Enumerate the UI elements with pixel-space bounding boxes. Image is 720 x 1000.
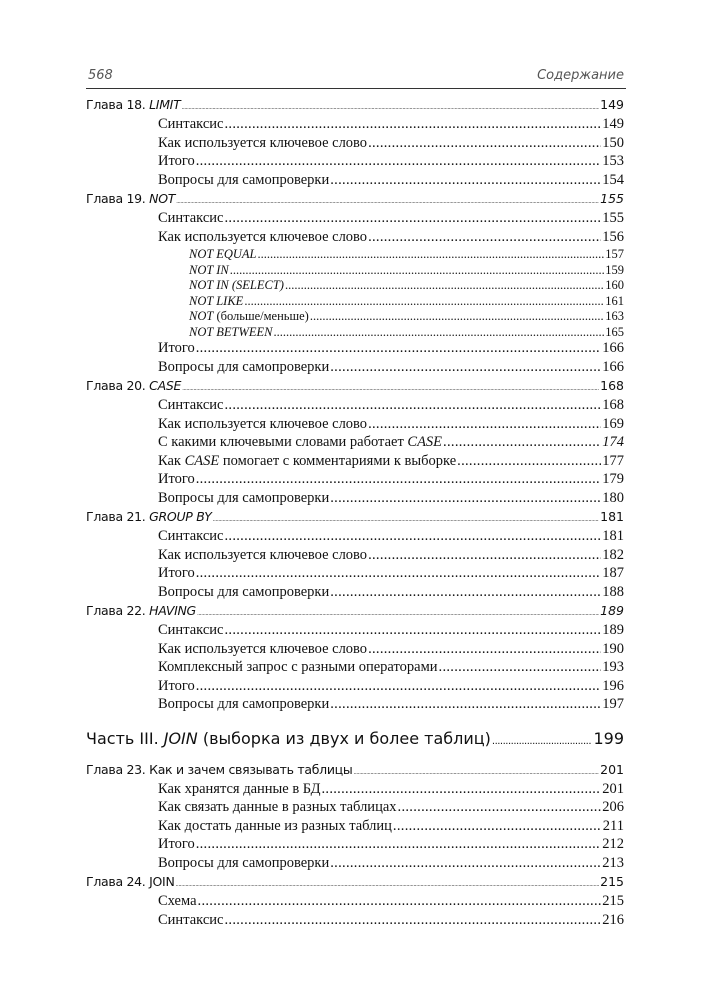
toc-subentry	[86, 263, 624, 279]
page-ref: 196	[602, 677, 624, 694]
header-rule	[86, 88, 626, 89]
dot-leader	[224, 528, 601, 545]
dot-leader	[196, 678, 602, 695]
dot-leader	[196, 340, 602, 357]
toc-entry	[86, 584, 624, 603]
page-ref: 213	[602, 854, 624, 871]
page-ref: 155	[602, 210, 624, 226]
chapter-keyword: NOT	[149, 191, 176, 206]
page-ref: 165	[605, 324, 624, 339]
page-ref: 166	[602, 340, 624, 356]
toc-entry	[86, 397, 624, 416]
page-ref: 163	[605, 309, 624, 323]
dot-leader	[393, 818, 602, 835]
dot-leader	[285, 278, 604, 293]
page-ref: 150	[602, 134, 624, 151]
page-ref: 153	[602, 153, 624, 169]
toc-subentry	[86, 294, 624, 310]
entry-label: Итого	[158, 836, 195, 852]
toc-entry	[86, 836, 624, 855]
entry-label-post: помогает с комментариями к выборке	[219, 452, 457, 469]
entry-label: Итого	[158, 677, 195, 694]
dot-leader	[330, 855, 601, 872]
dot-leader	[224, 210, 601, 227]
dot-leader	[398, 799, 602, 816]
toc-chapter-18	[86, 97, 624, 116]
toc-entry	[86, 565, 624, 584]
dot-leader	[330, 490, 601, 507]
toc-entry	[86, 490, 624, 509]
page-ref: 159	[605, 262, 624, 277]
page-ref: 156	[602, 228, 624, 245]
dot-leader	[224, 397, 601, 414]
chapter-prefix: Глава 19.	[86, 191, 150, 206]
toc-entry	[86, 641, 624, 660]
toc-entry	[86, 434, 624, 453]
entry-label: Вопросы для самопроверки	[158, 854, 330, 871]
dot-leader	[224, 912, 601, 929]
page-ref: 168	[600, 378, 624, 393]
page-ref: 180	[602, 489, 624, 506]
entry-label: Синтаксис	[158, 210, 224, 226]
toc-entry	[86, 696, 624, 715]
dot-leader	[368, 135, 601, 152]
dot-leader	[457, 453, 601, 470]
entry-label: Синтаксис	[158, 911, 224, 928]
dot-leader	[198, 893, 602, 910]
dot-leader	[330, 172, 601, 189]
toc-chapter-21	[86, 509, 624, 528]
dot-leader	[196, 565, 602, 582]
entry-label: Вопросы для самопроверки	[158, 583, 330, 600]
page-ref: 215	[600, 874, 624, 889]
page-ref: 206	[602, 799, 624, 815]
toc-subentry	[86, 309, 624, 325]
toc-chapter-22	[86, 603, 624, 622]
page-ref: 179	[602, 471, 624, 487]
entry-label: Синтаксис	[158, 528, 224, 544]
page-ref: 187	[602, 565, 624, 581]
toc-chapter-23	[86, 762, 624, 781]
entry-label: Как используется ключевое слово	[158, 640, 368, 657]
entry-label: Как достать данные из разных таблиц	[158, 817, 392, 834]
entry-label-pre: Как	[158, 452, 185, 469]
part-keyword: JOIN	[163, 728, 198, 748]
toc-entry	[86, 359, 624, 378]
entry-label: Синтаксис	[158, 397, 224, 413]
toc-entry	[86, 116, 624, 135]
entry-label: Синтаксис	[158, 116, 224, 132]
entry-label: С какими ключевыми словами работает	[158, 434, 408, 450]
page-ref: 160	[605, 278, 624, 292]
entry-label: Итого	[158, 565, 195, 581]
subentry-text: (больше/меньше)	[213, 309, 309, 323]
chapter-keyword: HAVING	[149, 603, 196, 618]
toc-part-3	[86, 729, 624, 759]
chapter-prefix: Глава 21.	[86, 509, 150, 524]
toc-entry	[86, 340, 624, 359]
toc-entry	[86, 855, 624, 874]
chapter-prefix: Глава 22.	[86, 603, 150, 618]
subentry-keyword: NOT IN	[189, 262, 229, 277]
page-ref: 166	[602, 358, 624, 375]
dot-leader	[368, 547, 601, 564]
page-number: 568	[88, 68, 113, 83]
page-ref: 177	[602, 452, 624, 469]
page-ref: 197	[602, 696, 624, 712]
dot-leader	[196, 836, 602, 853]
dot-leader	[197, 610, 599, 617]
toc-entry	[86, 678, 624, 697]
toc-entry	[86, 153, 624, 172]
dot-leader	[196, 153, 602, 170]
part-title: (выборка из двух и более таблиц)	[197, 728, 491, 748]
page-ref: 181	[602, 528, 624, 544]
page-ref: 149	[602, 116, 624, 132]
toc-entry	[86, 912, 624, 931]
dot-leader	[176, 881, 600, 888]
toc-chapter-24	[86, 874, 624, 893]
entry-label: Синтаксис	[158, 622, 224, 638]
toc-entry	[86, 818, 624, 837]
dot-leader	[330, 359, 601, 376]
dot-leader	[368, 416, 601, 433]
page-ref: 193	[602, 659, 624, 675]
toc-subentry	[86, 278, 624, 294]
page-ref: 155	[600, 191, 624, 206]
entry-label: Вопросы для самопроверки	[158, 171, 330, 188]
page-ref: 212	[602, 836, 624, 852]
toc-entry	[86, 799, 624, 818]
running-title: Содержание	[537, 68, 624, 83]
chapter-keyword: GROUP BY	[149, 509, 212, 524]
running-head	[86, 66, 626, 86]
dot-leader	[321, 781, 601, 798]
page-ref: 161	[605, 293, 624, 308]
toc-entry	[86, 416, 624, 435]
dot-leader	[182, 385, 599, 392]
toc-chapter-19	[86, 191, 624, 210]
toc-entry	[86, 528, 624, 547]
toc-chapter-20	[86, 378, 624, 397]
entry-label: Схема	[158, 893, 197, 909]
dot-leader	[273, 325, 604, 340]
entry-label: Комплексный запрос с разными операторами	[158, 659, 438, 675]
entry-keyword: CASE	[407, 434, 443, 450]
entry-label: Вопросы для самопроверки	[158, 358, 330, 375]
entry-label: Вопросы для самопроверки	[158, 489, 330, 506]
dot-leader	[224, 116, 601, 133]
dot-leader	[181, 104, 599, 111]
toc-entry	[86, 471, 624, 490]
page-ref: 211	[602, 817, 624, 834]
toc-entry	[86, 781, 624, 800]
entry-label: Как используется ключевое слово	[158, 134, 368, 151]
page-ref: 174	[602, 434, 624, 450]
page-ref: 169	[602, 415, 624, 432]
dot-leader	[368, 229, 601, 246]
page-ref: 190	[602, 640, 624, 657]
page-ref: 157	[605, 247, 624, 261]
page-ref: 149	[600, 97, 624, 112]
page-ref: 188	[602, 583, 624, 600]
subentry-keyword: NOT BETWEEN	[189, 324, 273, 339]
toc-entry	[86, 622, 624, 641]
entry-label: Как используется ключевое слово	[158, 415, 368, 432]
dot-leader	[310, 309, 604, 324]
page-ref: 181	[600, 509, 624, 524]
toc-entry	[86, 453, 624, 472]
dot-leader	[353, 769, 599, 776]
toc-entry	[86, 210, 624, 229]
toc-entry	[86, 547, 624, 566]
dot-leader	[224, 622, 601, 639]
page-ref: 189	[602, 622, 624, 638]
dot-leader	[258, 247, 605, 262]
dot-leader	[330, 584, 601, 601]
page-ref: 216	[602, 911, 624, 928]
toc-subentry	[86, 325, 624, 341]
entry-label: Итого	[158, 471, 195, 487]
dot-leader	[492, 736, 593, 747]
dot-leader	[213, 516, 600, 523]
page-ref: 201	[600, 761, 624, 777]
entry-label: Как используется ключевое слово	[158, 228, 368, 245]
chapter-keyword: CASE	[149, 378, 182, 393]
toc-entry	[86, 135, 624, 154]
subentry-keyword: NOT	[189, 309, 214, 323]
page-ref: 199	[593, 728, 624, 748]
page-ref: 189	[600, 603, 624, 618]
toc-entry	[86, 229, 624, 248]
dot-leader	[176, 198, 599, 205]
page-ref: 154	[602, 171, 624, 188]
dot-leader	[196, 471, 602, 488]
entry-label: Как хранятся данные в БД	[158, 780, 321, 797]
dot-leader	[443, 434, 601, 451]
subentry-keyword: NOT IN (SELECT)	[189, 278, 284, 292]
chapter-prefix: Глава 18.	[86, 97, 150, 112]
subentry-keyword: NOT LIKE	[189, 293, 244, 308]
page-ref: 168	[602, 397, 624, 413]
dot-leader	[244, 294, 604, 309]
chapter-title: Глава 23. Как и зачем связывать таблицы	[86, 761, 353, 777]
chapter-keyword: LIMIT	[149, 97, 181, 112]
dot-leader	[368, 641, 601, 658]
entry-keyword: CASE	[184, 452, 220, 469]
toc-entry	[86, 893, 624, 912]
entry-label: Итого	[158, 153, 195, 169]
entry-label: Как связать данные в разных таблицах	[158, 799, 397, 815]
entry-label: Вопросы для самопроверки	[158, 696, 330, 712]
toc-subentry	[86, 247, 624, 263]
chapter-prefix: Глава 20.	[86, 378, 150, 393]
table-of-contents	[86, 96, 624, 930]
part-prefix: Часть III.	[86, 728, 164, 748]
entry-label: Итого	[158, 340, 195, 356]
page-ref: 201	[602, 780, 624, 797]
subentry-keyword: NOT EQUAL	[189, 247, 257, 261]
entry-label: Как используется ключевое слово	[158, 546, 368, 563]
toc-entry	[86, 659, 624, 678]
dot-leader	[330, 696, 601, 713]
page-ref: 182	[602, 546, 624, 563]
page-ref: 215	[602, 893, 624, 909]
toc-entry	[86, 172, 624, 191]
dot-leader	[230, 263, 605, 278]
dot-leader	[439, 659, 602, 676]
chapter-title: Глава 24. JOIN	[86, 874, 175, 889]
